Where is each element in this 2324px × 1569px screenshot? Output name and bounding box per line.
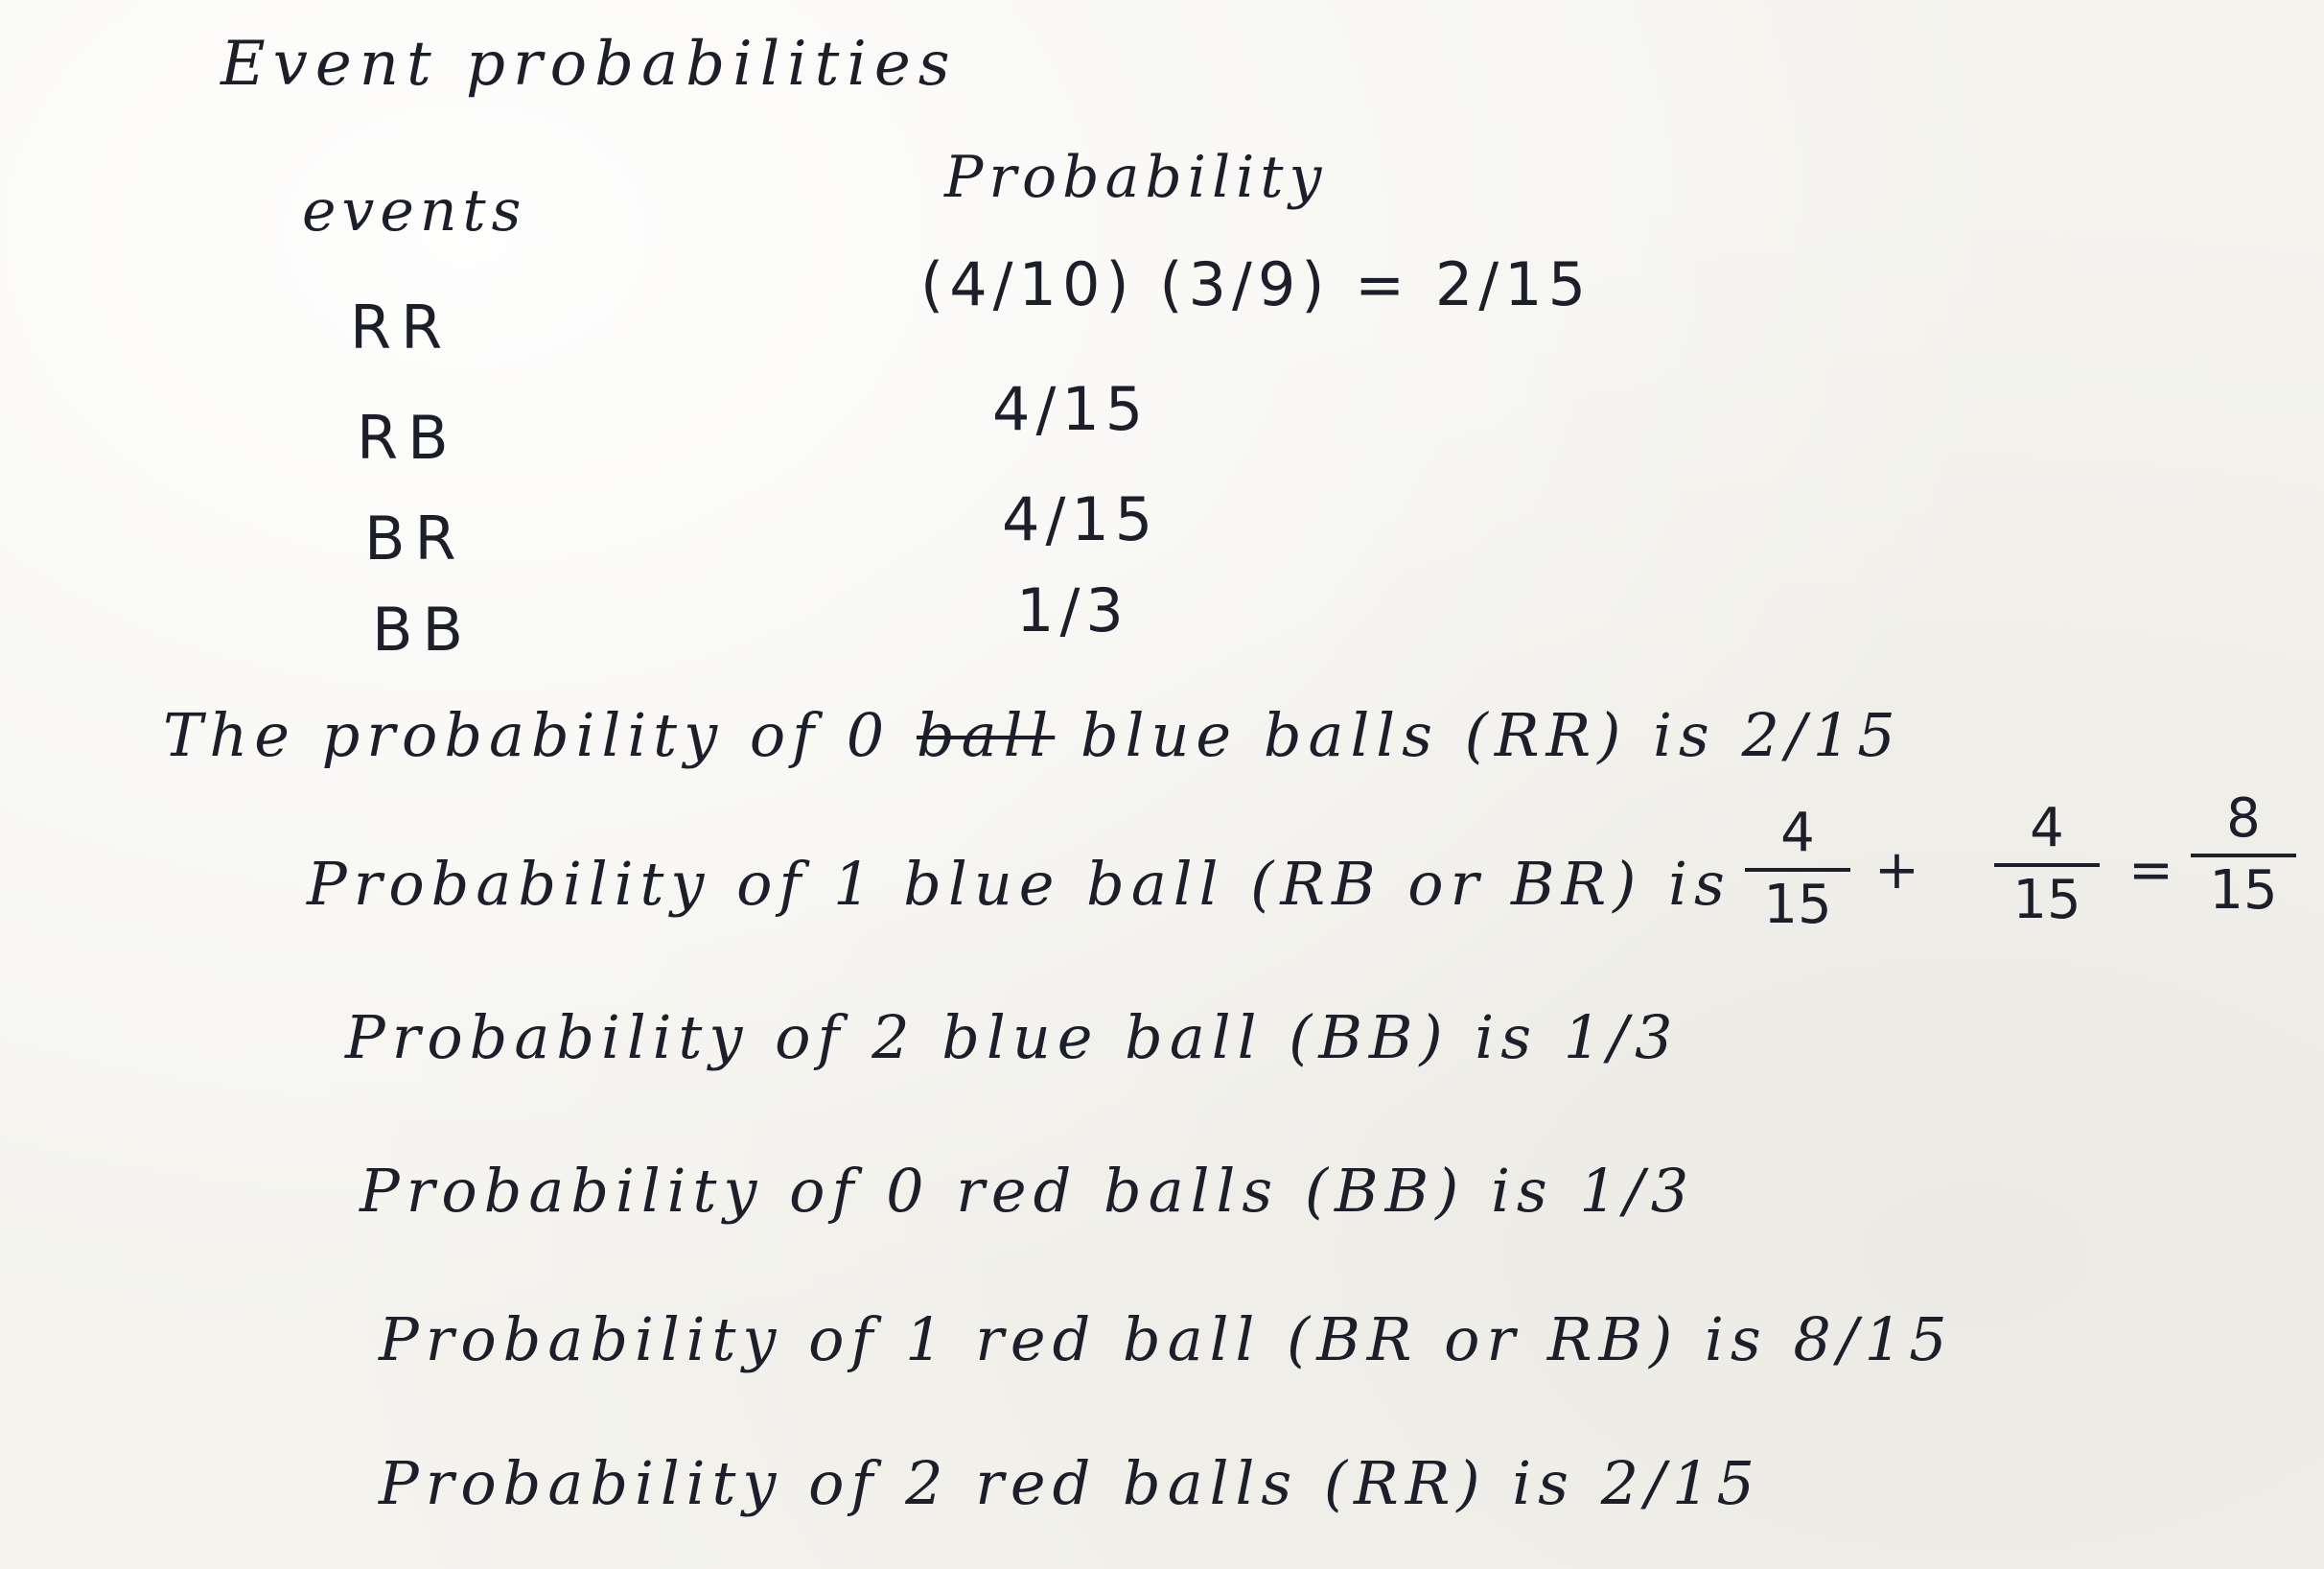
statement-zero-blue (163, 700, 1902, 770)
statement-two-red: Probability of 2 red balls (RR) is 2/15 (379, 1448, 1761, 1518)
fraction-eight-fifteenths (2191, 787, 2296, 922)
fraction-denominator: 15 (2209, 858, 2278, 922)
statement-zero-red: Probability of 0 red balls (BB) is 1/3 (360, 1156, 1696, 1226)
event-br: BR (364, 503, 466, 574)
struck-word: ball (916, 700, 1056, 770)
fraction-four-fifteenths-a (1745, 802, 1850, 936)
statement-zero-blue-pre: The probability of 0 (163, 700, 917, 770)
statement-two-blue: Probability of 2 blue ball (BB) is 1/3 (345, 1002, 1680, 1072)
fraction-denominator: 15 (1763, 873, 1832, 936)
fraction-bar (2191, 854, 2296, 857)
probability-rr: (4/10) (3/9) = 2/15 (920, 249, 1592, 319)
fraction-numerator: 8 (2226, 787, 2261, 850)
column-header-probability: Probability (944, 144, 1328, 211)
event-rr: RR (350, 293, 453, 363)
statement-one-blue: Probability of 1 blue ball (RB or BR) is (307, 849, 1731, 919)
event-rb: RB (357, 403, 458, 473)
fraction-four-fifteenths-b (1994, 797, 2100, 931)
probability-rb: 4/15 (992, 374, 1150, 444)
page-title: Event probabilities (221, 29, 958, 100)
probability-bb: 1/3 (1016, 575, 1129, 645)
statement-one-red: Probability of 1 red ball (BR or RB) is 8/15 (379, 1304, 1954, 1374)
fraction-bar (1994, 863, 2100, 867)
fraction-denominator: 15 (2012, 868, 2081, 931)
probability-br: 4/15 (1002, 484, 1159, 554)
equals-sign: = (2128, 839, 2173, 902)
plus-sign: + (1874, 839, 1919, 902)
event-bb: BB (372, 595, 474, 665)
fraction-bar (1745, 868, 1850, 872)
column-header-events: events (302, 177, 527, 245)
statement-zero-blue-post: blue balls (RR) is 2/15 (1055, 700, 1902, 770)
fraction-numerator: 4 (1780, 802, 1815, 864)
fraction-numerator: 4 (2030, 797, 2064, 859)
